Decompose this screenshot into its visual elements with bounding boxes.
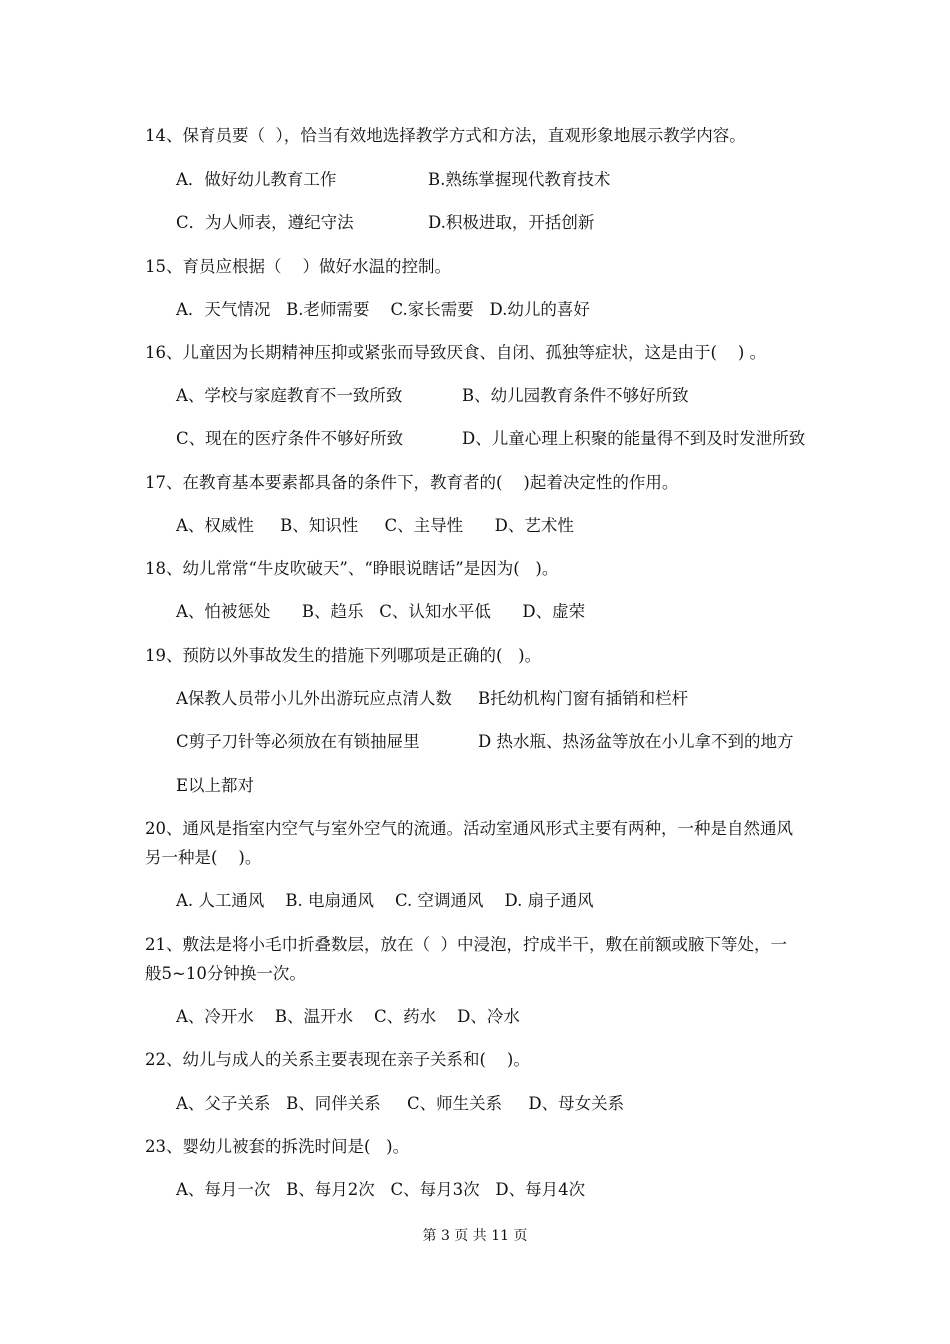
question-stem: 16、儿童因为长期精神压抑或紧张而导致厌食、自闭、孤独等症状，这是由于( ) 。 (145, 343, 767, 362)
option-a: A、学校与家庭教育不一致所致 (176, 386, 403, 405)
option-b: B.熟练掌握现代教育技术 (428, 170, 611, 189)
question-stem: 18、幼儿常常“牛皮吹破天”、“睁眼说瞎话”是因为( )。 (145, 559, 559, 578)
question-stem: 15、育员应根据（ ）做好水温的控制。 (145, 257, 451, 276)
question-stem: 19、预防以外事故发生的措施下列哪项是正确的( )。 (145, 646, 542, 665)
option-b: B托幼机构门窗有插销和栏杆 (478, 689, 689, 708)
question-stem-continued: 另一种是( )。 (145, 848, 262, 867)
question-stem: 14、保育员要（ ），恰当有效地选择教学方式和方法，直观形象地展示教学内容。 (145, 126, 746, 145)
options-line: A、每月一次 B、每月2次 C、每月3次 D、每月4次 (176, 1180, 586, 1199)
options-line: A、父子关系 B、同伴关系 C、师生关系 D、母女关系 (176, 1094, 625, 1113)
option-b: B、幼儿园教育条件不够好所致 (462, 386, 689, 405)
option-d: D 热水瓶、热汤盆等放在小儿拿不到的地方 (478, 732, 794, 751)
question-stem: 21、敷法是将小毛巾折叠数层，放在（ ）中浸泡，拧成半干，敷在前额或腋下等处，一 (145, 935, 787, 954)
question-stem: 23、婴幼儿被套的拆洗时间是( )。 (145, 1137, 410, 1156)
question-stem-continued: 般5~10分钟换一次。 (145, 964, 306, 983)
option-a: A．做好幼儿教育工作 (176, 170, 337, 189)
option-c: C剪子刀针等必须放在有锁抽屉里 (176, 732, 420, 751)
options-line: A、冷开水 B、温开水 C、药水 D、冷水 (176, 1007, 520, 1026)
options-line: A、怕被惩处 B、趋乐 C、认知水平低 D、虚荣 (176, 602, 586, 621)
question-stem: 22、幼儿与成人的关系主要表现在亲子关系和( )。 (145, 1050, 530, 1069)
question-stem: 20、通风是指室内空气与室外空气的流通。活动室通风形式主要有两种，一种是自然通风 (145, 819, 793, 838)
option-d: D.积极进取，开括创新 (428, 213, 595, 232)
options-line: A、权威性 B、知识性 C、主导性 D、艺术性 (176, 516, 574, 535)
option-e: E以上都对 (176, 776, 255, 795)
option-a: A保教人员带小儿外出游玩应点清人数 (176, 689, 452, 708)
question-stem: 17、在教育基本要素都具备的条件下，教育者的( )起着决定性的作用。 (145, 473, 679, 492)
option-c: C、现在的医疗条件不够好所致 (176, 429, 404, 448)
option-c: C．为人师表，遵纪守法 (176, 213, 354, 232)
options-line: A. 人工通风 B. 电扇通风 C. 空调通风 D. 扇子通风 (176, 891, 594, 910)
page-footer: 第 3 页 共 11 页 (422, 1228, 528, 1244)
options-line: A．天气情况 B.老师需要 C.家长需要 D.幼儿的喜好 (176, 300, 590, 319)
option-d: D、儿童心理上积聚的能量得不到及时发泄所致 (462, 429, 806, 448)
